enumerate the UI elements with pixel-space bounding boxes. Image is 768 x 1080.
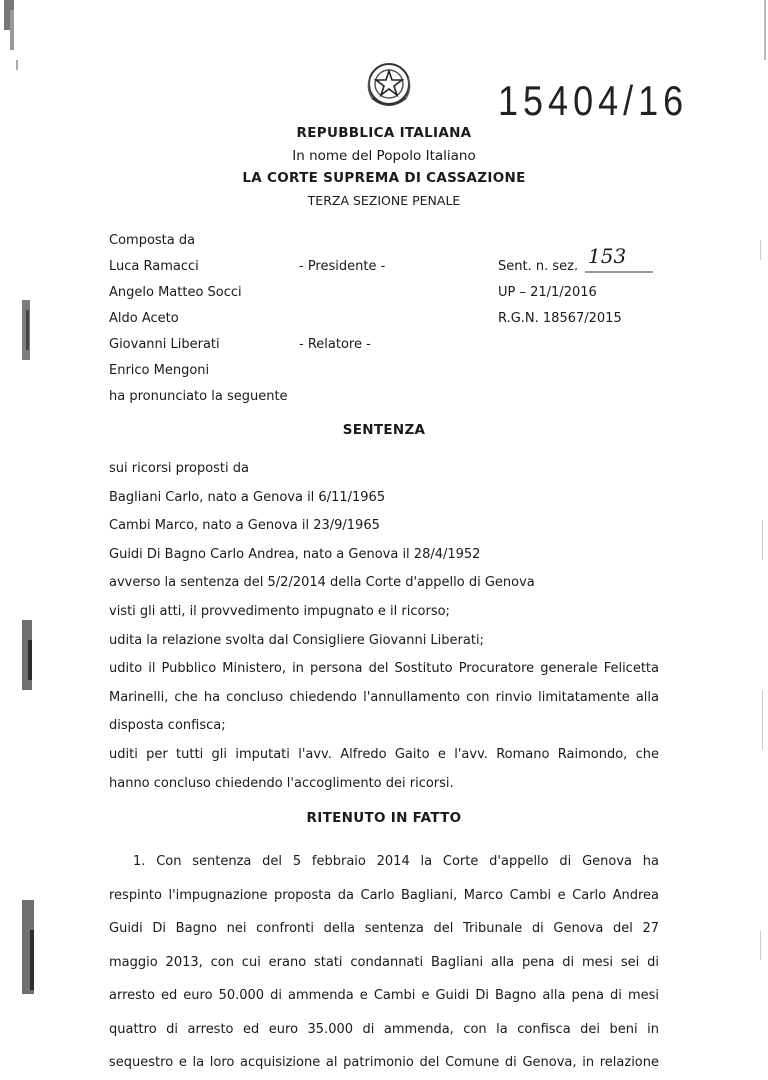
text-line: disposta confisca;: [109, 718, 226, 734]
text-line: Cambi Marco, nato a Genova il 23/9/1965: [109, 518, 380, 534]
text-line: Bagliani Carlo, nato a Genova il 6/11/1965: [109, 489, 386, 505]
text-line: respinto l'impugnazione proposta da Carlo Bagliani, Marco Cambi e Carlo Andrea: [109, 887, 659, 903]
in-name-line: In nome del Popolo Italiano: [292, 148, 476, 164]
text-line: Marinelli, che ha concluso chiedendo l'annullamento con rinvio limitatamente alla: [109, 689, 659, 705]
composition-intro: Composta da: [109, 233, 196, 248]
text-line: Guidi Di Bagno nei confronti della sentenza del Tribunale di Genova del 27: [109, 921, 659, 936]
court-heading: LA CORTE SUPREMA DI CASSAZIONE: [242, 170, 526, 186]
text-line: maggio 2013, con cui erano stati condannati Bagliani alla pena di mesi sei di: [109, 954, 659, 970]
text-line: quattro di arresto ed euro 35.000 di ammenda, con la confisca dei beni in: [109, 1021, 659, 1037]
member-role: - Relatore -: [299, 337, 371, 352]
republic-emblem-icon: [364, 58, 414, 112]
member-name: Giovanni Liberati: [109, 337, 220, 352]
rgn-number: R.G.N. 18567/2015: [498, 311, 622, 326]
recourse-block: [109, 455, 659, 798]
sentenza-title: SENTENZA: [342, 422, 426, 438]
text-line: hanno concluso chiedendo l'accoglimento dei ricorsi.: [109, 775, 454, 791]
text-line: Guidi Di Bagno Carlo Andrea, nato a Genova il 28/4/1952: [109, 546, 481, 562]
text-line: visti gli atti, il provvedimento impugnato e il ricorso;: [109, 603, 450, 619]
section-title: RITENUTO IN FATTO: [306, 810, 462, 826]
text-line: uditi per tutti gli imputati l'avv. Alfredo Gaito e l'avv. Romano Raimondo, che: [109, 746, 659, 762]
section-heading: TERZA SEZIONE PENALE: [307, 193, 461, 208]
composition-closing: ha pronunciato la seguente: [109, 389, 288, 404]
hearing-date: UP – 21/1/2016: [498, 285, 597, 300]
sentence-number-stamp: 15404/16: [498, 76, 689, 124]
member-role: - Presidente -: [299, 259, 386, 274]
member-name: Enrico Mengoni: [109, 363, 210, 378]
text-line: 1. Con sentenza del 5 febbraio 2014 la Corte d'appello di Genova ha: [133, 854, 659, 869]
text-line: avverso la sentenza del 5/2/2014 della Corte d'appello di Genova: [109, 575, 535, 591]
text-line: arresto ed euro 50.000 di ammenda e Cambi e Guidi Di Bagno alla pena di mesi: [109, 988, 659, 1003]
republic-heading: REPUBBLICA ITALIANA: [296, 125, 472, 141]
text-line: udito il Pubblico Ministero, in persona del Sostituto Procuratore generale Felicetta: [109, 661, 659, 677]
text-line: sequestro e la loro acquisizione al patrimonio del Comune di Genova, in relazione: [109, 1055, 659, 1070]
sent-number-label: Sent. n. sez.: [498, 259, 579, 274]
member-name: Aldo Aceto: [109, 311, 179, 326]
sent-number-handwritten: 153: [588, 244, 627, 268]
body-paragraph: [109, 845, 659, 1080]
member-name: Luca Ramacci: [109, 259, 199, 274]
sent-number-underline: [585, 270, 653, 274]
text-line: udita la relazione svolta dal Consigliere Giovanni Liberati;: [109, 632, 484, 648]
member-name: Angelo Matteo Socci: [109, 285, 242, 300]
text-line: sui ricorsi proposti da: [109, 461, 249, 476]
